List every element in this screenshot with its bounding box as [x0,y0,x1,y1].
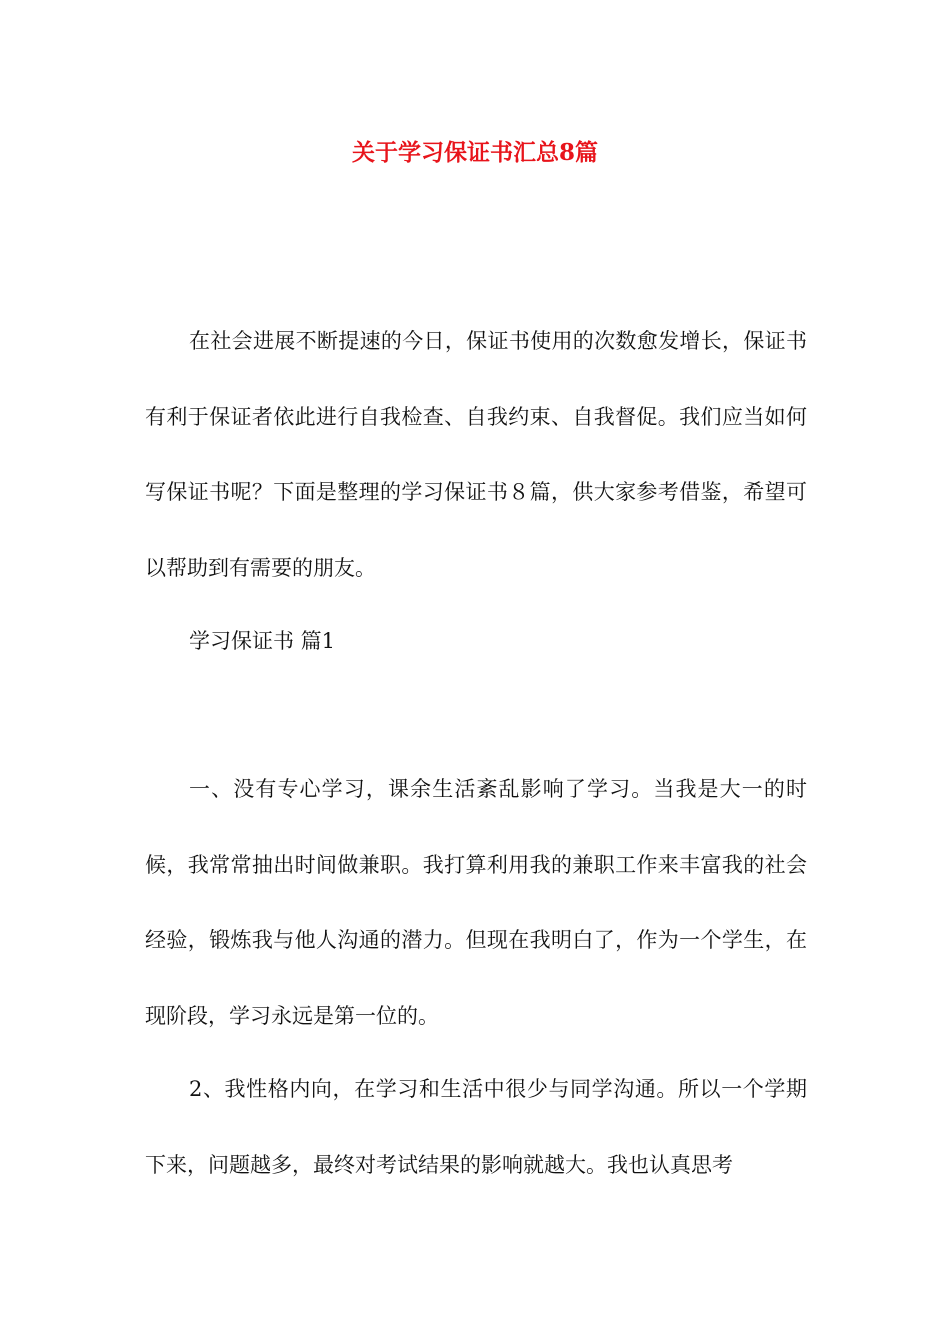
section-heading-block [145,604,807,680]
body-paragraph-1: 一、没有专心学习，课余生活紊乱影响了学习。当我是大一的时候，我常常抽出时间做兼职。我打算利用我的兼职工作来丰富我的社会经验，锻炼我与他人沟通的潜力。但现在我明白了，作为一个学生，在现阶段，学习永远是第一位的。 [145,777,807,1028]
body-paragraph-2: 2、我性格内向，在学习和生活中很少与同学沟通。所以一个学期下来，问题越多，最终对考试结果的影响就越大。我也认真思考 [145,1077,807,1177]
document-title: 关于学习保证书汇总8篇 [351,139,598,166]
intro-paragraph-block [145,304,807,606]
intro-paragraph: 在社会进展不断提速的今日，保证书使用的次数愈发增长，保证书有利于保证者依此进行自我检查、自我约束、自我督促。我们应当如何写保证书呢？下面是整理的学习保证书８篇，供大家参考借鉴，希望可以帮助到有需要的朋友。 [145,329,807,580]
paragraph-block-2 [145,1052,807,1203]
paragraph-block-1 [145,752,807,1054]
section-heading: 学习保证书 篇1 [189,629,336,653]
